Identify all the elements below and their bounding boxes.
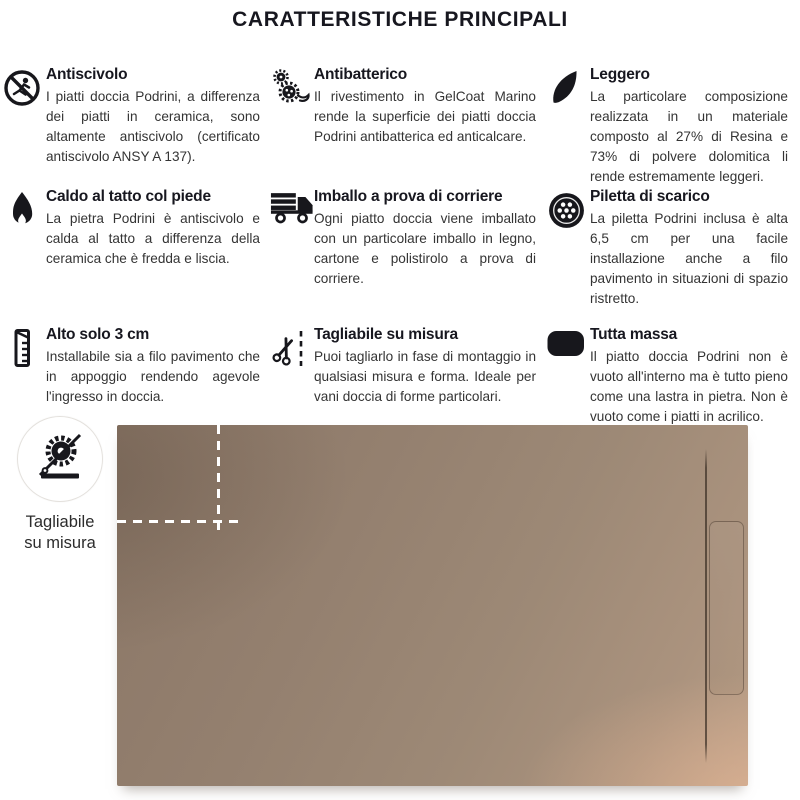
feature-title: Tagliabile su misura xyxy=(314,326,458,343)
feature-piletta xyxy=(546,188,798,326)
feature-tagliabile xyxy=(270,326,546,427)
feature-alto-3cm xyxy=(2,326,270,427)
feature-title: Caldo al tatto col piede xyxy=(46,188,211,205)
shower-tray-image xyxy=(117,425,748,786)
features-grid xyxy=(2,66,798,427)
cut-line-horizontal xyxy=(117,520,244,523)
feature-title: Tutta massa xyxy=(590,326,678,343)
drain-icon xyxy=(546,188,590,231)
feature-leggero xyxy=(546,66,798,188)
feature-title: Antibatterico xyxy=(314,66,407,83)
feature-title: Piletta di scarico xyxy=(590,188,710,205)
feature-text: Installabile sia a filo pavimento che in appoggio rendendo agevole l'ingresso in doccia. xyxy=(46,348,260,404)
feature-imballo xyxy=(270,188,546,326)
truck-icon xyxy=(270,188,314,224)
solid-slab-icon xyxy=(546,326,590,360)
feature-text: Il rivestimento in GelCoat Marino rende la superficie dei piatti doccia Podrini antibatterica ed anticalcare. xyxy=(314,88,536,144)
ruler-icon xyxy=(2,326,46,368)
flame-icon xyxy=(2,188,46,230)
feather-icon xyxy=(546,66,590,108)
badge-label xyxy=(8,512,112,555)
feature-antiscivolo xyxy=(2,66,270,188)
drain-cover xyxy=(709,521,744,695)
feature-title: Antiscivolo xyxy=(46,66,128,83)
feature-title: Imballo a prova di corriere xyxy=(314,188,503,205)
scissors-icon xyxy=(270,326,314,368)
feature-title: Alto solo 3 cm xyxy=(46,326,150,343)
drain-groove xyxy=(705,449,707,763)
feature-text: La pietra Podrini è antiscivolo e calda al tatto a differenza della ceramica che è fredda e liscia. xyxy=(46,210,260,266)
badge-label-line2: su misura xyxy=(24,534,96,553)
no-slip-icon xyxy=(2,66,46,108)
feature-antibatterico xyxy=(270,66,546,188)
feature-caldo-al-tatto xyxy=(2,188,270,326)
feature-text: La piletta Podrini inclusa è alta 6,5 cm per una facile installazione anche a filo pavimento in situazioni di spazio ristretto. xyxy=(590,210,788,306)
feature-text: I piatti doccia Podrini, a differenza dei piatti in ceramica, sono altamente antiscivolo (certificato antiscivolo ANSY A 137). xyxy=(46,88,260,164)
feature-text: Ogni piatto doccia viene imballato con un particolare imballo in legno, cartone e polistirolo a prova di corriere. xyxy=(314,210,536,286)
page-title: CARATTERISTICHE PRINCIPALI xyxy=(232,8,568,31)
feature-text: Il piatto doccia Podrini non è vuoto all'interno ma è tutto pieno come una lastra in pietra. Non è vuoto come i piatti in acrilico. xyxy=(590,348,788,424)
feature-tutta-massa xyxy=(546,326,798,427)
feature-text: La particolare composizione realizzata in un materiale composto al 27% di Resina e 73% di polvere dolomitica li rende estremamente leggeri. xyxy=(590,88,788,184)
cut-to-size-badge xyxy=(8,416,112,555)
circular-saw-icon xyxy=(33,431,87,488)
bacteria-icon xyxy=(270,66,314,108)
badge-circle xyxy=(17,416,103,502)
badge-label-line1: Tagliabile xyxy=(25,513,95,531)
feature-title: Leggero xyxy=(590,66,650,83)
feature-text: Puoi tagliarlo in fase di montaggio in qualsiasi misura e forma. Ideale per vani doccia di forme particolari. xyxy=(314,348,536,404)
